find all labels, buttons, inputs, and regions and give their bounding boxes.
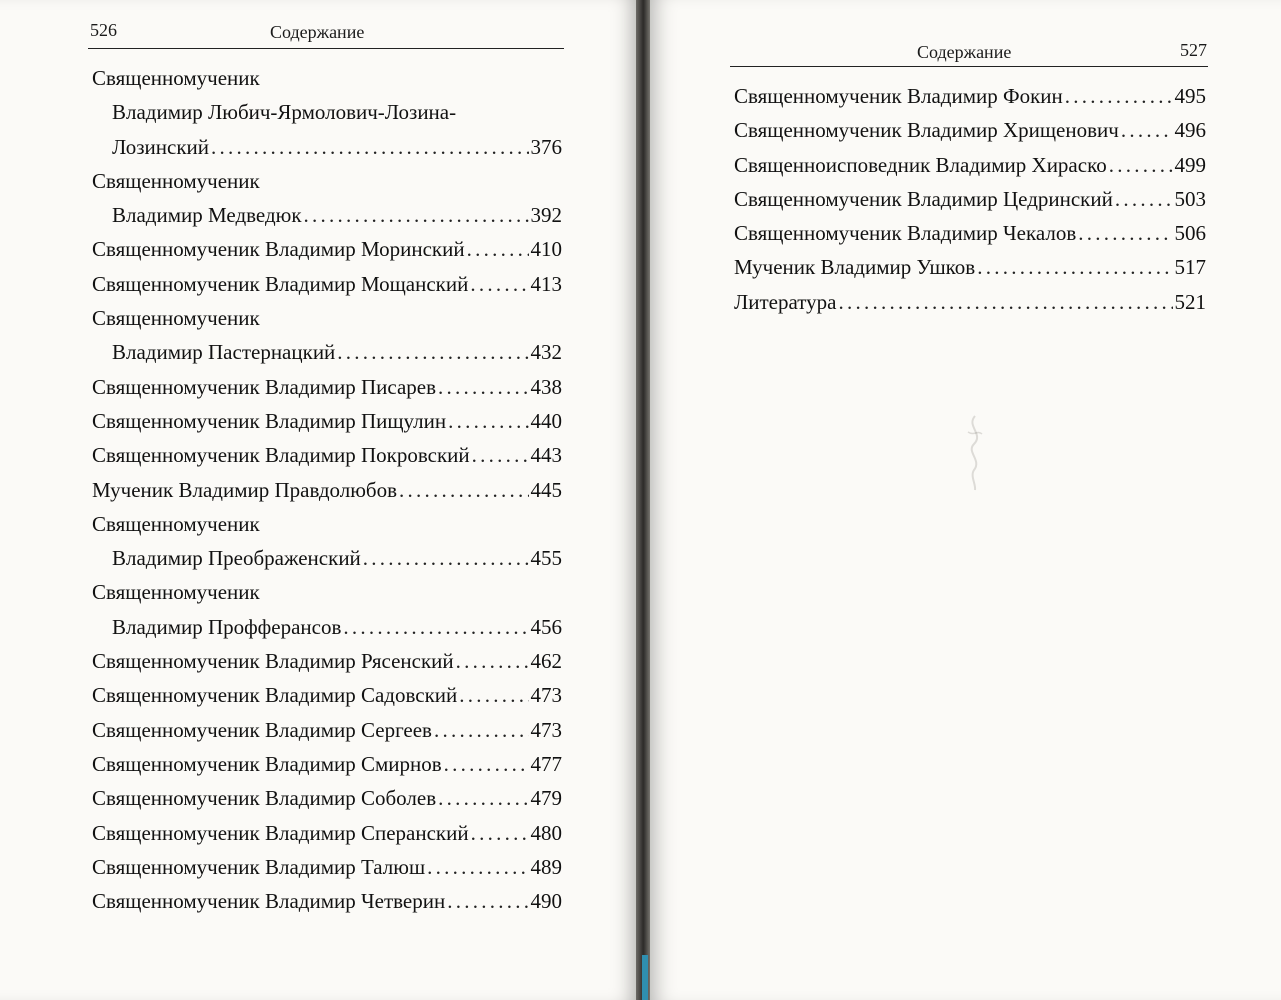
toc-entry-line bbox=[92, 678, 562, 712]
toc-entry-line bbox=[92, 301, 562, 335]
dot-leader bbox=[427, 850, 528, 884]
toc-entry-title: Священномученик bbox=[92, 511, 260, 536]
toc-entry-title: Владимир Медведюк bbox=[112, 203, 302, 228]
toc-entry-title: Владимир Любич-Ярмолович-Лозина- bbox=[112, 100, 457, 125]
toc-page-number: 456 bbox=[530, 614, 562, 639]
dot-leader bbox=[304, 198, 529, 232]
toc-entry-line bbox=[734, 216, 1206, 250]
toc-entry-title: Священномученик Владимир Рясенский bbox=[92, 649, 454, 674]
toc-entry bbox=[92, 232, 562, 266]
toc-entry-title: Священномученик Владимир Мощанский bbox=[92, 271, 469, 296]
toc-page-number: 438 bbox=[530, 374, 562, 399]
dot-leader bbox=[1115, 182, 1173, 216]
toc-entry bbox=[92, 575, 562, 644]
toc-page-number: 376 bbox=[530, 134, 562, 159]
toc-page-number: 499 bbox=[1174, 152, 1206, 177]
toc-entry bbox=[734, 285, 1206, 319]
toc-entry-title: Священномученик Владимир Садовский bbox=[92, 683, 458, 708]
toc-page-number: 506 bbox=[1174, 221, 1206, 246]
dot-leader bbox=[438, 370, 528, 404]
toc-entry-line bbox=[92, 130, 562, 164]
dot-leader bbox=[343, 610, 528, 644]
toc-entry-line bbox=[92, 850, 562, 884]
dot-leader bbox=[471, 816, 529, 850]
dot-leader bbox=[470, 267, 528, 301]
toc-entry bbox=[92, 850, 562, 884]
toc-page-number: 490 bbox=[530, 889, 562, 914]
toc-entry-title: Владимир Профферансов bbox=[112, 614, 342, 639]
dot-leader bbox=[472, 438, 529, 472]
dot-leader bbox=[337, 335, 528, 369]
right-header-rule bbox=[730, 66, 1208, 67]
toc-entry-line bbox=[92, 473, 562, 507]
toc-page-number: 445 bbox=[530, 477, 562, 502]
ornament-icon bbox=[960, 412, 990, 492]
toc-entry-line bbox=[92, 610, 562, 644]
dot-leader bbox=[1109, 148, 1173, 182]
dot-leader bbox=[1065, 79, 1173, 113]
toc-entry bbox=[734, 113, 1206, 147]
toc-entry bbox=[734, 148, 1206, 182]
toc-entry-title: Священномученик Владимир Писарев bbox=[92, 374, 437, 399]
toc-page-number: 495 bbox=[1174, 84, 1206, 108]
toc-page-number: 479 bbox=[530, 786, 562, 811]
toc-entry bbox=[92, 644, 562, 678]
toc-entry-line bbox=[92, 61, 562, 95]
toc-entry-title: Мученик Владимир Ушков bbox=[734, 255, 976, 280]
toc-entry-title: Священномученик Владимир Фокин bbox=[734, 84, 1063, 108]
toc-entry bbox=[92, 816, 562, 850]
toc-entry-line bbox=[734, 148, 1206, 182]
toc-entry-line bbox=[92, 164, 562, 198]
dot-leader bbox=[448, 404, 528, 438]
toc-page-number: 477 bbox=[530, 751, 562, 776]
toc-page-number: 392 bbox=[530, 203, 562, 228]
toc-entry-title: Священномученик bbox=[92, 580, 260, 605]
toc-entry bbox=[92, 164, 562, 233]
dot-leader bbox=[977, 250, 1172, 284]
dot-leader bbox=[444, 747, 529, 781]
toc-entry-line bbox=[92, 713, 562, 747]
left-page-number: 526 bbox=[90, 20, 117, 40]
right-page-number: 527 bbox=[1180, 40, 1207, 60]
toc-entry bbox=[92, 507, 562, 576]
dot-leader bbox=[467, 232, 529, 266]
toc-entry-line bbox=[92, 198, 562, 232]
toc-page-number: 473 bbox=[530, 717, 562, 742]
right-running-title: Содержание bbox=[917, 42, 1012, 62]
toc-page-number: 443 bbox=[530, 443, 562, 468]
dot-leader bbox=[456, 644, 529, 678]
toc-entry-title: Мученик Владимир Правдолюбов bbox=[92, 477, 398, 502]
toc-entry bbox=[92, 473, 562, 507]
toc-page-number: 496 bbox=[1174, 118, 1206, 143]
toc-entry bbox=[734, 79, 1206, 113]
toc-entry-line bbox=[734, 285, 1206, 319]
toc-entry-line bbox=[92, 438, 562, 472]
bookmark-ribbon bbox=[642, 955, 648, 1000]
toc-entry-title: Священномученик Владимир Талюш bbox=[92, 854, 426, 879]
toc-entry-line bbox=[92, 747, 562, 781]
toc-page-number: 413 bbox=[530, 271, 562, 296]
toc-entry-title: Священномученик Владимир Пищулин bbox=[92, 408, 447, 433]
toc-entry bbox=[734, 216, 1206, 250]
toc-page-number: 462 bbox=[530, 649, 562, 674]
toc-entry-title: Священноисповедник Владимир Хираско bbox=[734, 152, 1107, 177]
toc-entry bbox=[734, 182, 1206, 216]
toc-page-number: 480 bbox=[530, 820, 562, 845]
toc-entry-title: Лозинский bbox=[112, 134, 209, 159]
toc-entry-line bbox=[92, 404, 562, 438]
toc-entry-title: Священномученик bbox=[92, 66, 260, 90]
toc-entry-line bbox=[92, 95, 562, 129]
toc-entry bbox=[734, 250, 1206, 284]
toc-entry bbox=[92, 267, 562, 301]
toc-entry-title: Священномученик Владимир Четверин bbox=[92, 889, 446, 914]
right-page bbox=[650, 0, 1281, 1000]
toc-page-number: 432 bbox=[530, 340, 562, 365]
dot-leader bbox=[438, 781, 528, 815]
toc-entry bbox=[92, 678, 562, 712]
toc-entry-title: Владимир Пастернацкий bbox=[112, 340, 336, 365]
toc-entry-title: Священномученик Владимир Сергеев bbox=[92, 717, 432, 742]
toc-page-number: 410 bbox=[530, 237, 562, 262]
toc-entry-title: Священномученик Владимир Сперанский bbox=[92, 820, 469, 845]
toc-entry bbox=[92, 301, 562, 370]
toc-entry bbox=[92, 747, 562, 781]
toc-entry-line bbox=[734, 250, 1206, 284]
right-toc-list bbox=[734, 79, 1206, 319]
toc-page-number: 489 bbox=[530, 854, 562, 879]
left-header-rule bbox=[88, 48, 564, 49]
toc-entry-title: Владимир Преображенский bbox=[112, 546, 361, 571]
dot-leader bbox=[363, 541, 529, 575]
toc-entry-title: Литература bbox=[734, 289, 837, 314]
dot-leader bbox=[447, 884, 528, 918]
dot-leader bbox=[399, 473, 528, 507]
toc-entry bbox=[92, 438, 562, 472]
toc-entry-line bbox=[734, 79, 1206, 113]
dot-leader bbox=[1078, 216, 1172, 250]
dot-leader bbox=[434, 713, 529, 747]
toc-entry-line bbox=[92, 884, 562, 918]
toc-entry-line bbox=[92, 541, 562, 575]
toc-entry-line bbox=[92, 267, 562, 301]
toc-entry-title: Священномученик bbox=[92, 306, 260, 331]
toc-entry-line bbox=[92, 232, 562, 266]
toc-entry-title: Священномученик Владимир Покровский bbox=[92, 443, 470, 468]
toc-entry-line bbox=[92, 644, 562, 678]
toc-page-number: 517 bbox=[1174, 255, 1206, 280]
toc-page-number: 503 bbox=[1174, 186, 1206, 211]
toc-entry-line bbox=[92, 575, 562, 609]
toc-entry-line bbox=[92, 781, 562, 815]
toc-entry-title: Священномученик Владимир Цедринский bbox=[734, 186, 1113, 211]
toc-entry-title: Священномученик Владимир Смирнов bbox=[92, 751, 442, 776]
toc-entry-line bbox=[92, 816, 562, 850]
toc-entry-title: Священномученик Владимир Хрищенович bbox=[734, 118, 1119, 143]
toc-entry bbox=[92, 61, 562, 164]
toc-entry-line bbox=[734, 113, 1206, 147]
toc-entry-line bbox=[734, 182, 1206, 216]
toc-entry bbox=[92, 713, 562, 747]
dot-leader bbox=[459, 678, 528, 712]
toc-entry-line bbox=[92, 370, 562, 404]
toc-page-number: 473 bbox=[530, 683, 562, 708]
toc-entry bbox=[92, 370, 562, 404]
left-page bbox=[0, 0, 638, 1000]
toc-entry-line bbox=[92, 507, 562, 541]
toc-entry bbox=[92, 884, 562, 918]
toc-page-number: 455 bbox=[530, 546, 562, 571]
dot-leader bbox=[211, 130, 529, 164]
toc-entry bbox=[92, 404, 562, 438]
toc-page-number: 521 bbox=[1174, 289, 1206, 314]
dot-leader bbox=[838, 285, 1172, 319]
toc-entry-title: Священномученик Владимир Чекалов bbox=[734, 221, 1077, 246]
toc-entry-title: Священномученик Владимир Соболев bbox=[92, 786, 437, 811]
toc-entry-line bbox=[92, 335, 562, 369]
left-running-title: Содержание bbox=[270, 22, 365, 42]
toc-entry-title: Священномученик bbox=[92, 168, 260, 193]
toc-page-number: 440 bbox=[530, 408, 562, 433]
dot-leader bbox=[1121, 113, 1173, 147]
toc-entry bbox=[92, 781, 562, 815]
toc-entry-title: Священномученик Владимир Моринский bbox=[92, 237, 465, 262]
left-toc-list bbox=[92, 61, 562, 918]
